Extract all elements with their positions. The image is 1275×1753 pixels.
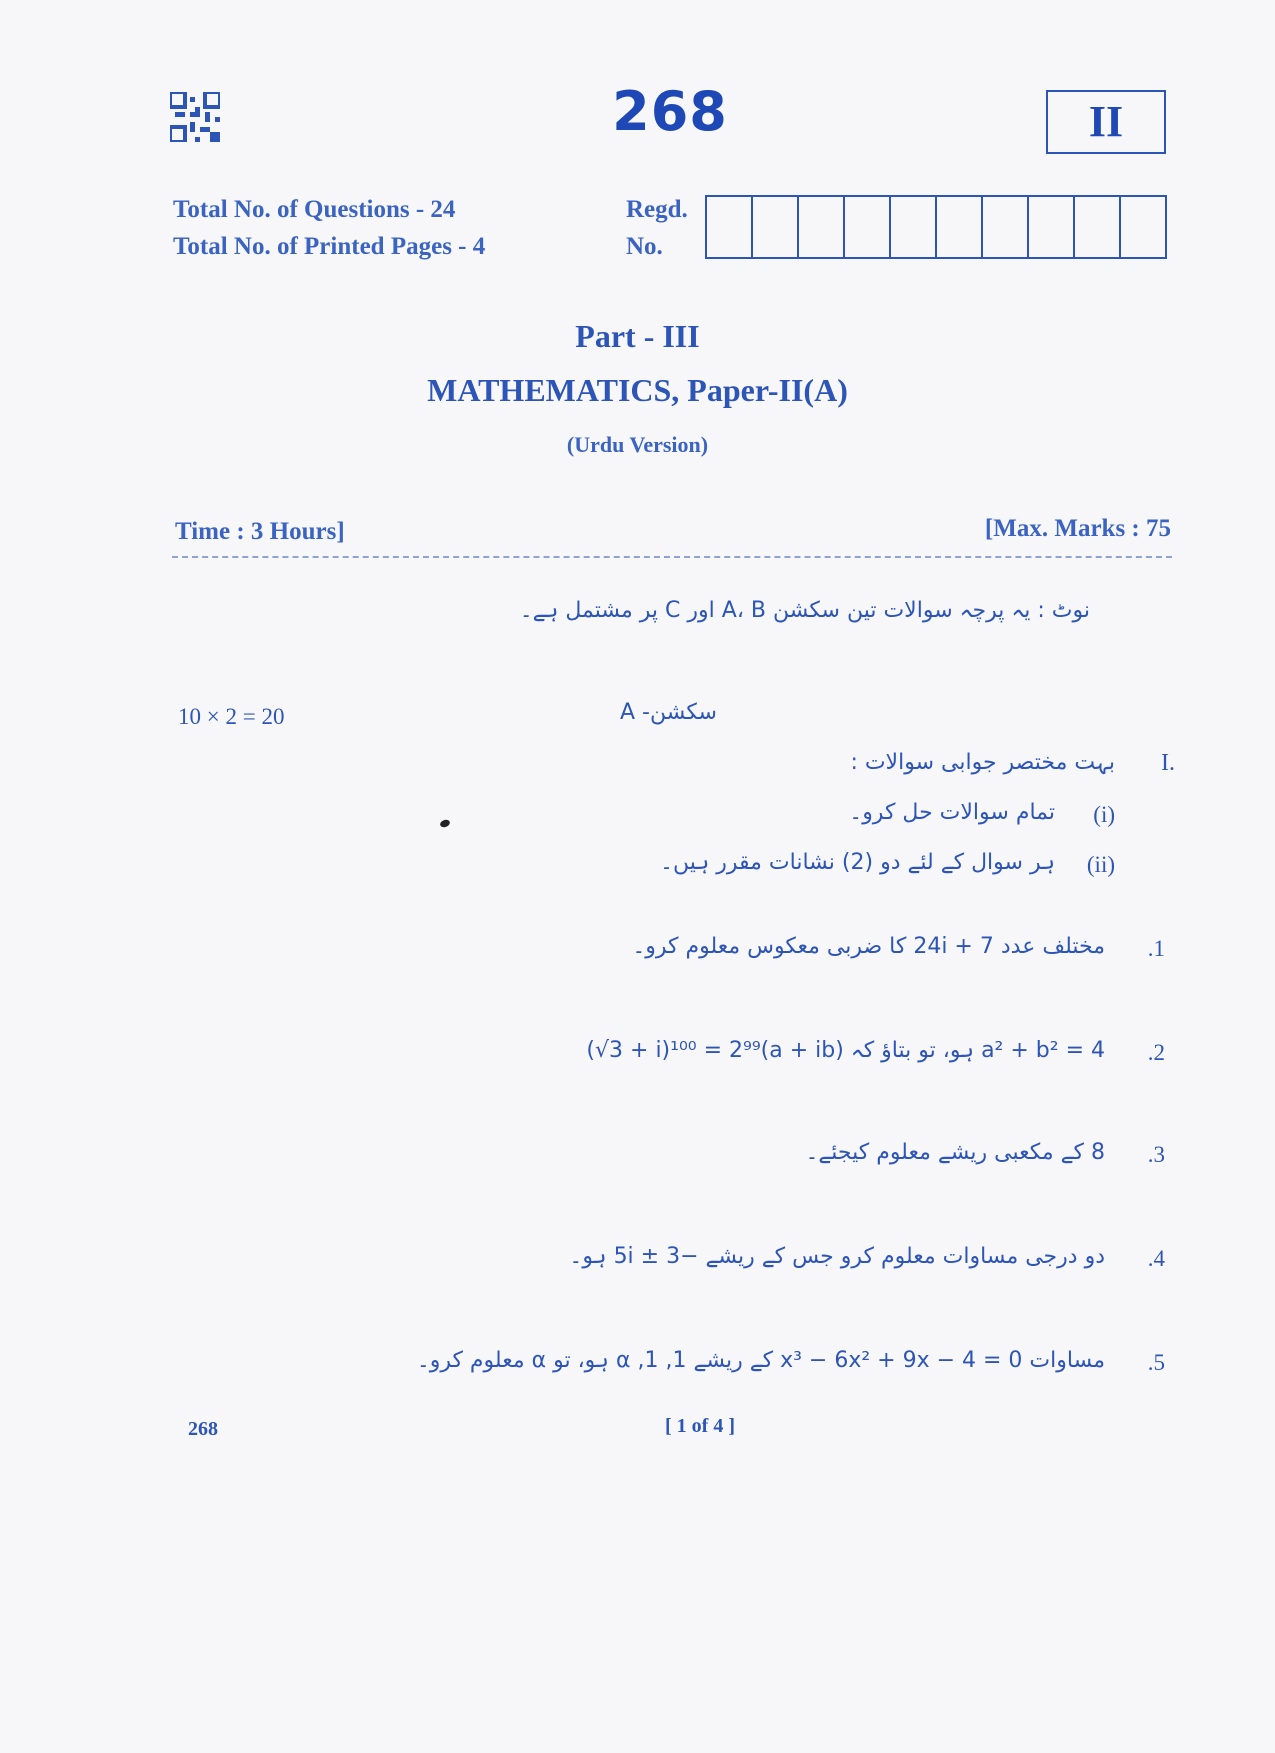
time-allowed: Time : 3 Hours]	[175, 518, 345, 545]
instruction-text: تمام سوالات حل کرو۔	[849, 800, 1055, 825]
regd-label-line2: No.	[626, 233, 663, 260]
question-group-number: I.	[1161, 750, 1175, 776]
registration-number-boxes[interactable]	[705, 195, 1167, 259]
regd-label-line1: Regd.	[626, 196, 688, 223]
regd-digit-box[interactable]	[1121, 197, 1165, 257]
instructions-note: نوٹ : یہ پرچہ سوالات تین سکشن A، B اور C پر مشتمل ہے۔	[519, 598, 1090, 623]
question-text: دو درجی مساوات معلوم کرو جس کے ریشے −3 ± 5i ہو۔	[569, 1244, 1105, 1269]
page-number: [ 1 of 4 ]	[665, 1415, 735, 1437]
section-marks: 10 × 2 = 20	[178, 704, 285, 729]
version-label: (Urdu Version)	[566, 432, 709, 457]
regd-digit-box[interactable]	[937, 197, 983, 257]
divider	[172, 556, 1172, 558]
regd-digit-box[interactable]	[891, 197, 937, 257]
total-pages: Total No. of Printed Pages - 4	[173, 233, 486, 260]
paper-code: 268	[612, 80, 728, 143]
part-heading: Part - III	[575, 318, 700, 354]
subject-heading: MATHEMATICS, Paper-II(A)	[427, 372, 848, 408]
instruction-number: (ii)	[1086, 852, 1115, 877]
max-marks: [Max. Marks : 75	[984, 515, 1171, 542]
regd-digit-box[interactable]	[799, 197, 845, 257]
question-number: .1	[1147, 936, 1165, 961]
footer-code: 268	[188, 1418, 218, 1440]
question-number: .4	[1147, 1246, 1165, 1271]
question-group-heading: بہت مختصر جوابی سوالات :	[850, 750, 1115, 775]
regd-digit-box[interactable]	[753, 197, 799, 257]
total-questions: Total No. of Questions - 24	[173, 196, 456, 223]
qr-code-icon	[170, 92, 220, 142]
regd-digit-box[interactable]	[707, 197, 753, 257]
instruction-text: ہر سوال کے لئے دو (2) نشانات مقرر ہیں۔	[660, 850, 1055, 875]
regd-digit-box[interactable]	[1075, 197, 1121, 257]
section-title: سکشن- A	[620, 700, 717, 725]
question-number: .2	[1147, 1040, 1165, 1065]
question-text: مساوات x³ − 6x² + 9x − 4 = 0 کے ریشے 1, 1, α ہو، تو α معلوم کرو۔	[416, 1348, 1105, 1373]
regd-digit-box[interactable]	[1029, 197, 1075, 257]
question-text: (√3 + i)¹⁰⁰ = 2⁹⁹(a + ib) ہو، تو بتاؤ کہ a² + b² = 4	[586, 1038, 1105, 1063]
regd-digit-box[interactable]	[845, 197, 891, 257]
regd-digit-box[interactable]	[983, 197, 1029, 257]
ink-mark	[439, 819, 451, 829]
instruction-number: (i)	[1093, 802, 1115, 827]
set-label-box: II	[1046, 90, 1166, 154]
question-number: .5	[1147, 1350, 1165, 1375]
question-text: 8 کے مکعبی ریشے معلوم کیجئے۔	[805, 1140, 1105, 1165]
question-number: .3	[1147, 1142, 1165, 1167]
question-text: مختلف عدد 7 + 24i کا ضربی معکوس معلوم کرو۔	[632, 934, 1105, 959]
